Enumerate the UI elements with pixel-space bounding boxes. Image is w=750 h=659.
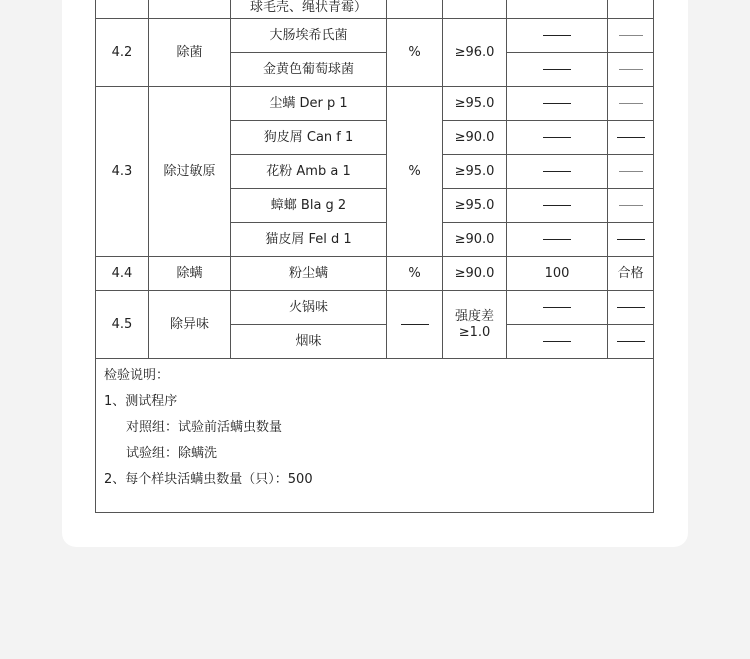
dash-mark [543,341,571,342]
notes-item-1: 1、测试程序 [104,394,178,409]
dash-mark [617,137,645,138]
dash-mark [543,103,571,104]
table-row [96,291,654,325]
result [507,291,608,325]
result [507,53,608,87]
test-target: 蟑螂 Bla g 2 [231,189,387,223]
inspection-notes [96,359,654,513]
test-target: 烟味 [231,325,387,359]
verdict [608,325,654,359]
requirement: ≥90.0 [443,257,507,291]
test-target: 金黄色葡萄球菌 [231,53,387,87]
item-number: 4.4 [96,257,149,291]
verdict [608,155,654,189]
unit: % [387,87,443,257]
requirement: ≥90.0 [443,121,507,155]
dash-mark [543,205,571,206]
dash-mark [401,324,429,325]
verdict [608,189,654,223]
dash-mark [619,35,643,36]
notes-control-group: 对照组：试验前活螨虫数量 [126,420,283,435]
result [507,223,608,257]
requirement-line: 强度差 [454,308,494,324]
requirement: ≥96.0 [443,19,507,87]
verdict [608,19,654,53]
dash-mark [619,171,643,172]
test-target: 粉尘螨 [231,257,387,291]
dash-mark [619,103,643,104]
test-target: 球毛壳、绳状青霉） [231,0,387,19]
requirement: ≥90.0 [443,223,507,257]
item-name: 除过敏原 [149,87,231,257]
dash-mark [619,69,643,70]
test-target: 尘螨 Der p 1 [231,87,387,121]
requirement-line: ≥1.0 [458,324,491,340]
dash-mark [543,69,571,70]
result [507,121,608,155]
verdict [608,291,654,325]
test-target: 猫皮屑 Fel d 1 [231,223,387,257]
requirement: ≥95.0 [443,87,507,121]
table-row [96,19,654,53]
notes-heading: 检验说明： [104,368,170,383]
test-target: 大肠埃希氏菌 [231,19,387,53]
requirement: ≥95.0 [443,189,507,223]
dash-mark [617,239,645,240]
dash-mark [543,35,571,36]
notes-test-group: 试验组：除螨洗 [126,446,218,461]
dash-mark [543,239,571,240]
notes-row [96,359,654,513]
unit: % [387,19,443,87]
verdict: 合格 [608,257,654,291]
unit: % [387,257,443,291]
dash-mark [617,307,645,308]
dash-mark [543,137,571,138]
verdict [608,53,654,87]
result [507,19,608,53]
verdict [608,121,654,155]
dash-mark [543,307,571,308]
item-name: 除螨 [149,257,231,291]
requirement: ≥95.0 [443,155,507,189]
test-target: 花粉 Amb a 1 [231,155,387,189]
notes-item-2: 2、每个样块活螨虫数量（只）：500 [104,472,313,487]
unit [387,291,443,359]
item-name: 除菌 [149,19,231,87]
test-results-table [95,0,654,513]
requirement [443,291,507,359]
test-target: 狗皮屑 Can f 1 [231,121,387,155]
result [507,87,608,121]
dash-mark [617,341,645,342]
table-row [96,0,654,19]
result [507,189,608,223]
dash-mark [619,205,643,206]
item-number: 4.5 [96,291,149,359]
table-row [96,87,654,121]
verdict [608,223,654,257]
result [507,155,608,189]
item-name: 除异味 [149,291,231,359]
verdict [608,87,654,121]
result: 100 [507,257,608,291]
test-target: 火锅味 [231,291,387,325]
result [507,325,608,359]
table-row [96,257,654,291]
item-number: 4.2 [96,19,149,87]
dash-mark [543,171,571,172]
item-number: 4.3 [96,87,149,257]
